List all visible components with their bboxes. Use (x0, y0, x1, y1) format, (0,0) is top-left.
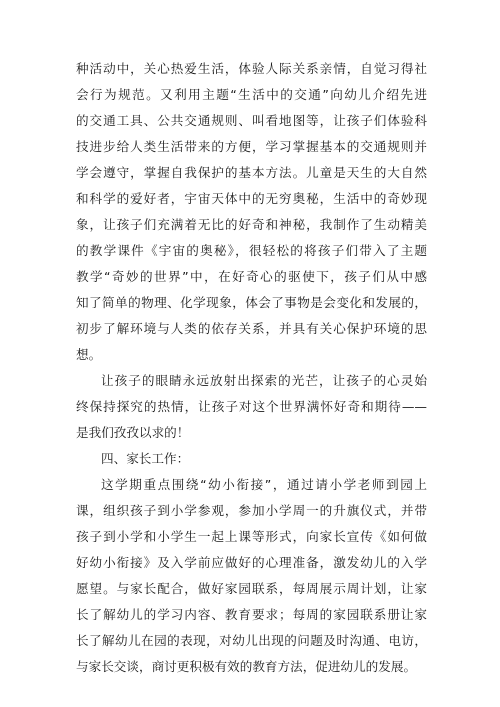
text-line: 终保持探究的热情，让孩子对这个世界满怀好奇和期待—— (76, 399, 427, 414)
text-line: 象，让孩子们充满着无比的好奇和神秘，我制作了生动精美 (76, 217, 427, 232)
text-line: 长了解幼儿在园的表现，对幼儿出现的问题及时沟通、电访， (76, 633, 427, 648)
text-line: 的交通工具、公共交通规则、叫看地图等，让孩子们体验科 (76, 113, 427, 128)
text-line: 会行为规范。又利用主题“生活中的交通”向幼儿介绍先进 (76, 87, 427, 102)
text-line: 这学期重点围绕“幼小衔接”，通过请小学老师到园上 (101, 477, 427, 492)
section-heading: 四、家长工作： (101, 451, 190, 466)
text-line: 种活动中，关心热爱生活，体验人际关系亲情，自觉习得社 (76, 61, 427, 76)
text-line: 教学“奇妙的世界”中，在好奇心的驱使下，孩子们从中感 (76, 269, 427, 284)
text-line: 孩子到小学和小学生一起上课等形式，向家长宣传《如何做 (76, 529, 427, 544)
text-line: 与家长交谈，商讨更积极有效的教育方法，促进幼儿的发展。 (76, 659, 417, 674)
text-line: 是我们孜孜以求的！ (76, 425, 190, 440)
paragraph-1 (76, 56, 427, 368)
text-line: 好幼小衔接》及入学前应做好的心理准备，激发幼儿的入学 (76, 555, 427, 570)
paragraph-2 (76, 368, 427, 446)
text-line: 想。 (76, 347, 102, 362)
text-line: 初步了解环境与人类的依存关系，并具有关心保护环境的思 (76, 321, 427, 336)
document-body (76, 56, 427, 680)
section-heading-parent-work (76, 446, 427, 472)
text-line: 长了解幼儿的学习内容、教育要求；每周的家园联系册让家 (76, 607, 427, 622)
text-line: 知了简单的物理、化学现象，体会了事物是会变化和发展的， (76, 295, 427, 310)
text-line: 技进步给人类生活带来的方便，学习掌握基本的交通规则并 (76, 139, 427, 154)
text-line: 学会遵守，掌握自我保护的基本方法。儿童是天生的大自然 (76, 165, 427, 180)
text-line: 课，组织孩子到小学参观，参加小学周一的升旗仪式，并带 (76, 503, 427, 518)
paragraph-3 (76, 472, 427, 680)
text-line: 让孩子的眼睛永远放射出探索的光芒，让孩子的心灵始 (101, 373, 427, 388)
text-line: 愿望。与家长配合，做好家园联系，每周展示周计划，让家 (76, 581, 427, 596)
text-line: 和科学的爱好者，宇宙天体中的无穷奥秘，生活中的奇妙现 (76, 191, 427, 206)
text-line: 的教学课件《宇宙的奥秘》，很轻松的将孩子们带入了主题 (76, 243, 427, 258)
